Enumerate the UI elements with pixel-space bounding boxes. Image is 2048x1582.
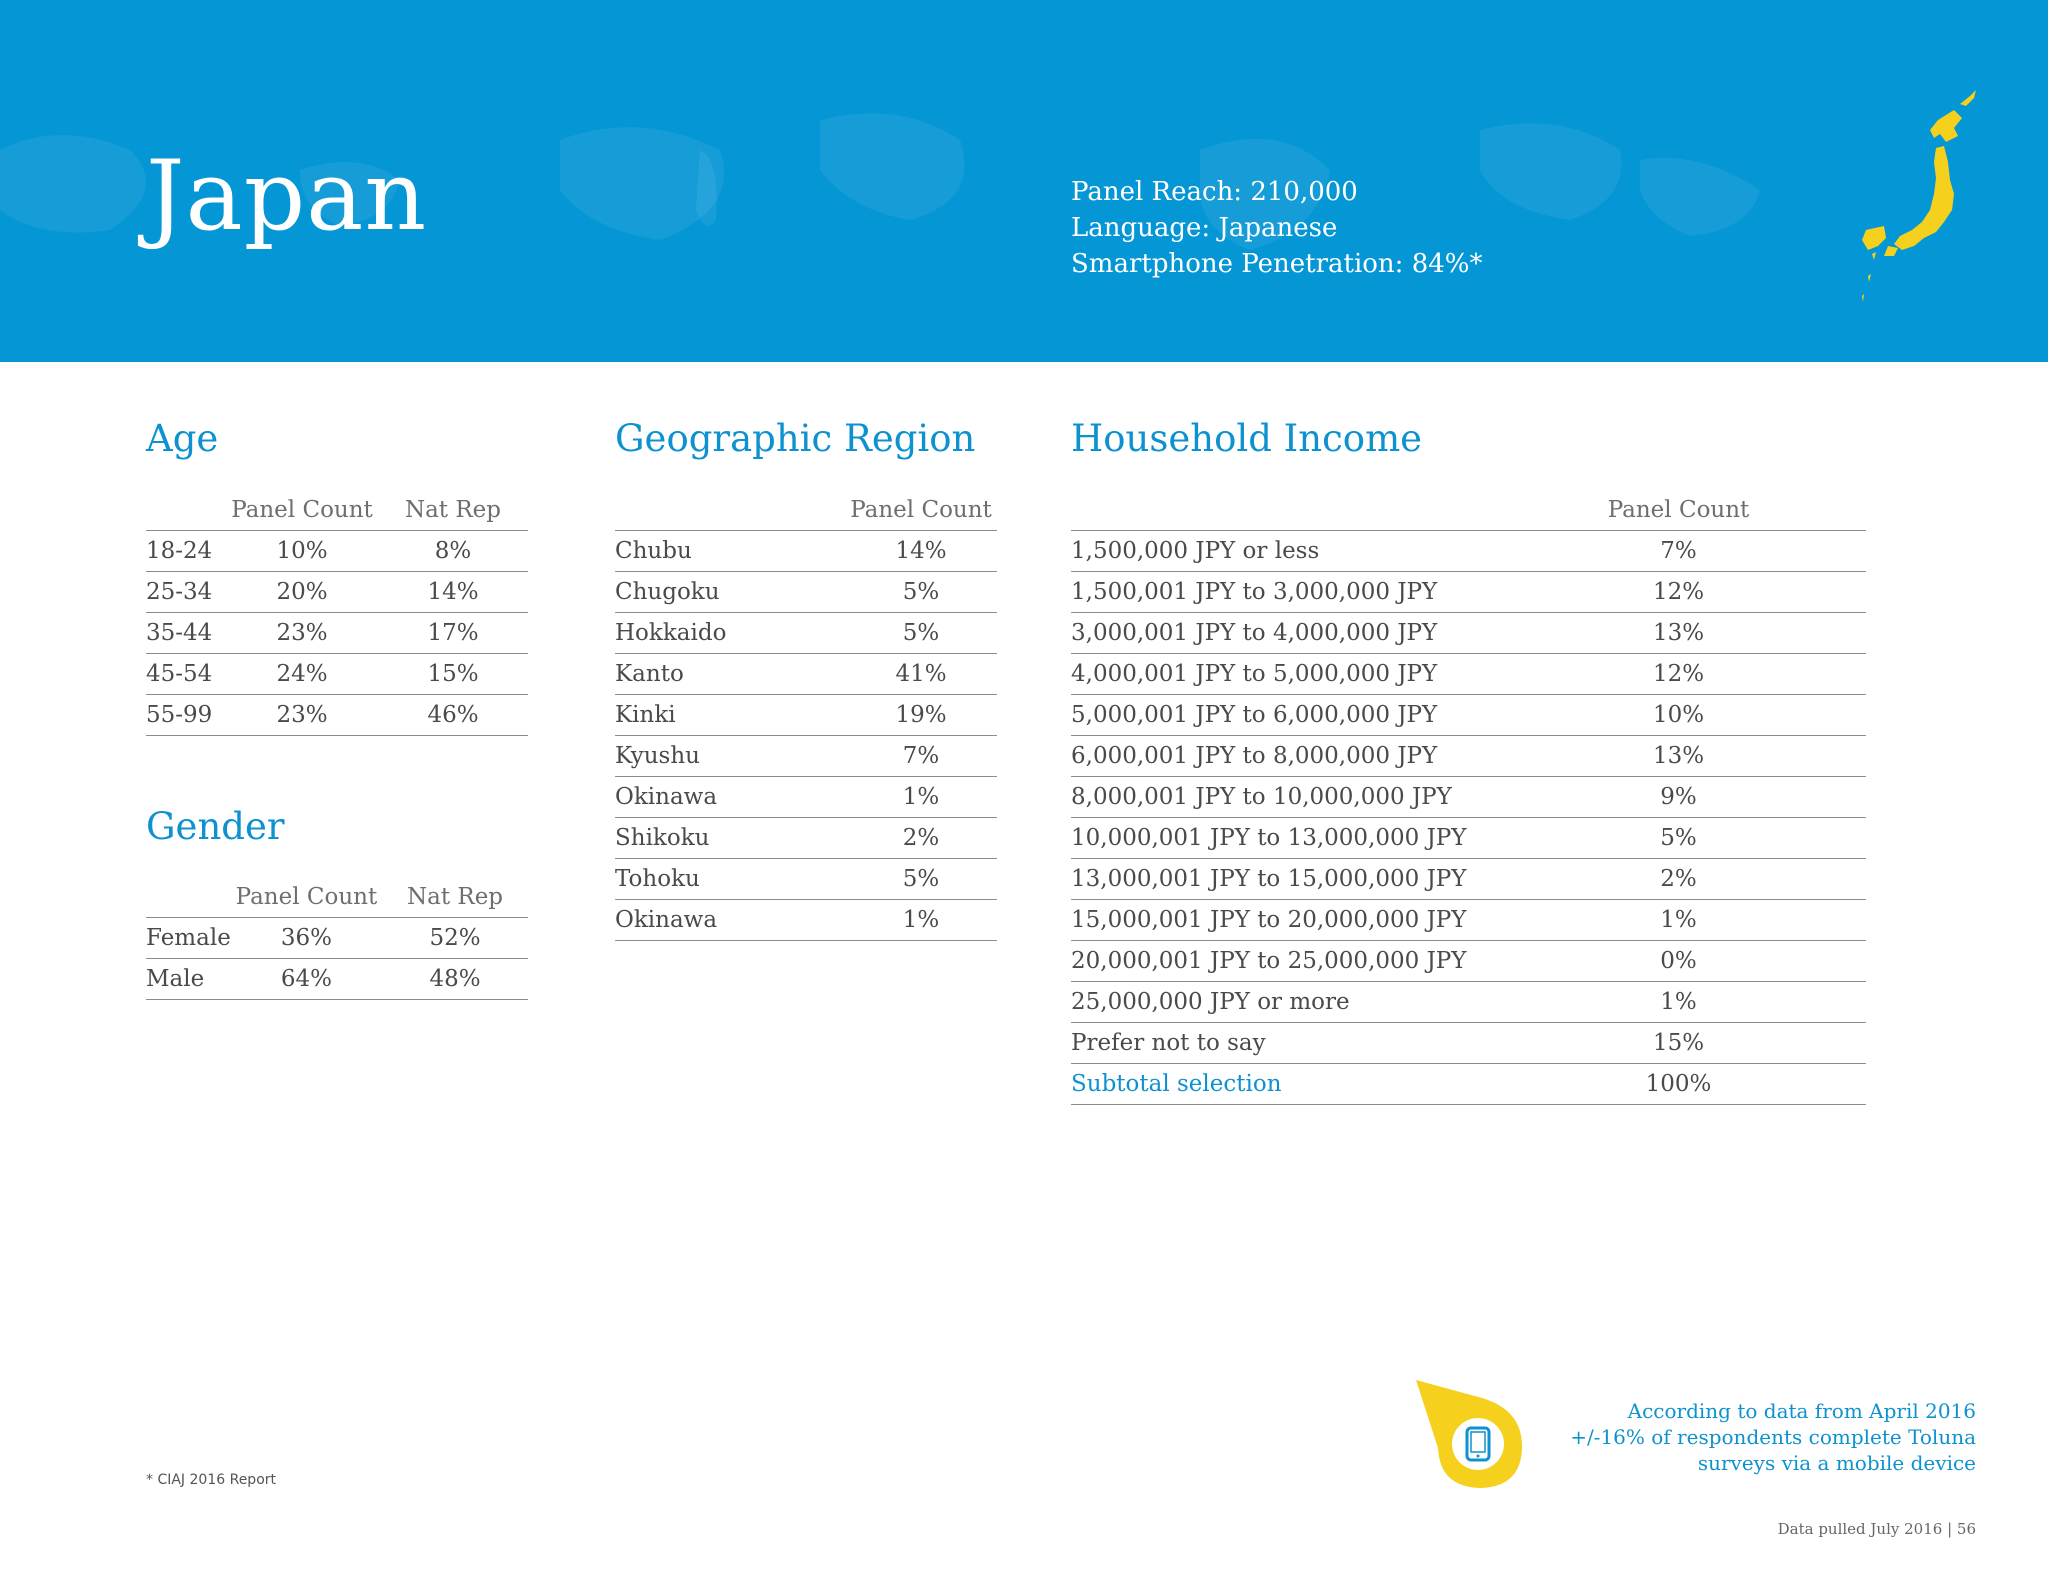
table-header-row bbox=[615, 490, 997, 531]
row-label: Chubu bbox=[615, 531, 845, 572]
column-header bbox=[1071, 490, 1591, 531]
country-title: Japan bbox=[146, 140, 428, 252]
panel-count-cell: 0% bbox=[1591, 941, 1766, 982]
panel-count-cell: 12% bbox=[1591, 572, 1766, 613]
table-row bbox=[615, 572, 997, 613]
table-row bbox=[1071, 572, 1866, 613]
panel-count-cell: 64% bbox=[231, 959, 382, 1000]
column-header: Nat Rep bbox=[382, 877, 528, 918]
region-table bbox=[615, 490, 997, 941]
column-header: Panel Count bbox=[1591, 490, 1766, 531]
age-table bbox=[146, 490, 528, 736]
nat-rep-cell: 8% bbox=[378, 531, 528, 572]
table-row bbox=[615, 818, 997, 859]
age-section-title: Age bbox=[146, 417, 219, 460]
row-label: 15,000,001 JPY to 20,000,000 JPY bbox=[1071, 900, 1591, 941]
mobile-device-icon bbox=[1410, 1376, 1526, 1492]
panel-count-cell: 14% bbox=[845, 531, 997, 572]
panel-count-cell: 1% bbox=[1591, 900, 1766, 941]
table-row bbox=[1071, 1023, 1866, 1064]
spacer-cell bbox=[1766, 1064, 1866, 1105]
spacer-cell bbox=[1766, 941, 1866, 982]
table-row bbox=[1071, 941, 1866, 982]
table-row bbox=[615, 859, 997, 900]
table-row bbox=[146, 572, 528, 613]
column-header bbox=[146, 490, 226, 531]
panel-count-cell: 36% bbox=[231, 918, 382, 959]
panel-count-cell: 15% bbox=[1591, 1023, 1766, 1064]
panel-count-cell: 23% bbox=[226, 613, 378, 654]
income-table bbox=[1071, 490, 1866, 1105]
row-label: 1,500,001 JPY to 3,000,000 JPY bbox=[1071, 572, 1591, 613]
row-label: Chugoku bbox=[615, 572, 845, 613]
panel-count-cell: 2% bbox=[1591, 859, 1766, 900]
nat-rep-cell: 46% bbox=[378, 695, 528, 736]
row-label: 25,000,000 JPY or more bbox=[1071, 982, 1591, 1023]
column-header: Panel Count bbox=[226, 490, 378, 531]
mobile-callout bbox=[1570, 1398, 1976, 1476]
panel-count-cell: 20% bbox=[226, 572, 378, 613]
panel-count-cell: 24% bbox=[226, 654, 378, 695]
spacer-cell bbox=[1766, 859, 1866, 900]
page-footer: Data pulled July 2016 | 56 bbox=[1777, 1520, 1976, 1538]
panel-count-cell: 9% bbox=[1591, 777, 1766, 818]
row-label: 13,000,001 JPY to 15,000,000 JPY bbox=[1071, 859, 1591, 900]
table-row bbox=[1071, 736, 1866, 777]
spacer-cell bbox=[1766, 695, 1866, 736]
panel-count-cell: 7% bbox=[1591, 531, 1766, 572]
panel-count-cell: 19% bbox=[845, 695, 997, 736]
panel-count-cell: 10% bbox=[226, 531, 378, 572]
row-label: Okinawa bbox=[615, 900, 845, 941]
smartphone-penetration: Smartphone Penetration: 84%* bbox=[1071, 249, 1483, 279]
panel-count-cell: 5% bbox=[845, 572, 997, 613]
panel-count-cell: 1% bbox=[845, 777, 997, 818]
table-header-row bbox=[146, 877, 528, 918]
region-section-title: Geographic Region bbox=[615, 417, 976, 460]
row-label: Okinawa bbox=[615, 777, 845, 818]
nat-rep-cell: 15% bbox=[378, 654, 528, 695]
panel-count-cell: 13% bbox=[1591, 736, 1766, 777]
table-row bbox=[1071, 613, 1866, 654]
table-row bbox=[146, 918, 528, 959]
row-label: Tohoku bbox=[615, 859, 845, 900]
table-row bbox=[1071, 818, 1866, 859]
callout-line: According to data from April 2016 bbox=[1627, 1399, 1976, 1423]
panel-count-cell: 10% bbox=[1591, 695, 1766, 736]
table-row bbox=[146, 695, 528, 736]
nat-rep-cell: 48% bbox=[382, 959, 528, 1000]
row-label: 4,000,001 JPY to 5,000,000 JPY bbox=[1071, 654, 1591, 695]
spacer-cell bbox=[1766, 654, 1866, 695]
subtotal-value: 100% bbox=[1591, 1064, 1766, 1105]
column-header: Panel Count bbox=[231, 877, 382, 918]
row-label: 45-54 bbox=[146, 654, 226, 695]
column-header bbox=[615, 490, 845, 531]
panel-count-cell: 41% bbox=[845, 654, 997, 695]
spacer-cell bbox=[1766, 736, 1866, 777]
spacer-cell bbox=[1766, 777, 1866, 818]
income-section-title: Household Income bbox=[1071, 417, 1423, 460]
column-header bbox=[146, 877, 231, 918]
row-label: 3,000,001 JPY to 4,000,000 JPY bbox=[1071, 613, 1591, 654]
table-row bbox=[615, 900, 997, 941]
row-label: 10,000,001 JPY to 13,000,000 JPY bbox=[1071, 818, 1591, 859]
panel-reach: Panel Reach: 210,000 bbox=[1071, 177, 1358, 207]
row-label: Prefer not to say bbox=[1071, 1023, 1591, 1064]
column-header-spacer bbox=[1766, 490, 1866, 531]
subtotal-row bbox=[1071, 1064, 1866, 1105]
row-label: Shikoku bbox=[615, 818, 845, 859]
row-label: 25-34 bbox=[146, 572, 226, 613]
table-row bbox=[615, 654, 997, 695]
row-label: 35-44 bbox=[146, 613, 226, 654]
table-row bbox=[1071, 900, 1866, 941]
column-header: Nat Rep bbox=[378, 490, 528, 531]
table-row bbox=[1071, 531, 1866, 572]
panel-count-cell: 12% bbox=[1591, 654, 1766, 695]
table-row bbox=[615, 777, 997, 818]
panel-count-cell: 2% bbox=[845, 818, 997, 859]
panel-count-cell: 5% bbox=[845, 859, 997, 900]
nat-rep-cell: 14% bbox=[378, 572, 528, 613]
panel-count-cell: 13% bbox=[1591, 613, 1766, 654]
spacer-cell bbox=[1766, 1023, 1866, 1064]
row-label: Female bbox=[146, 918, 231, 959]
table-row bbox=[1071, 982, 1866, 1023]
spacer-cell bbox=[1766, 900, 1866, 941]
language: Language: Japanese bbox=[1071, 213, 1338, 243]
row-label: Hokkaido bbox=[615, 613, 845, 654]
spacer-cell bbox=[1766, 572, 1866, 613]
row-label: Kinki bbox=[615, 695, 845, 736]
row-label: 6,000,001 JPY to 8,000,000 JPY bbox=[1071, 736, 1591, 777]
row-label: 8,000,001 JPY to 10,000,000 JPY bbox=[1071, 777, 1591, 818]
table-row bbox=[615, 531, 997, 572]
panel-count-cell: 5% bbox=[845, 613, 997, 654]
panel-count-cell: 5% bbox=[1591, 818, 1766, 859]
japan-map-icon bbox=[1858, 90, 1988, 310]
row-label: Kanto bbox=[615, 654, 845, 695]
table-header-row bbox=[1071, 490, 1866, 531]
table-row bbox=[146, 654, 528, 695]
table-row bbox=[1071, 859, 1866, 900]
header-banner bbox=[0, 0, 2048, 362]
row-label: Male bbox=[146, 959, 231, 1000]
column-header: Panel Count bbox=[845, 490, 997, 531]
subtotal-label: Subtotal selection bbox=[1071, 1064, 1591, 1105]
panel-count-cell: 7% bbox=[845, 736, 997, 777]
spacer-cell bbox=[1766, 982, 1866, 1023]
callout-line: +/-16% of respondents complete Toluna bbox=[1570, 1425, 1976, 1449]
nat-rep-cell: 52% bbox=[382, 918, 528, 959]
spacer-cell bbox=[1766, 531, 1866, 572]
row-label: 1,500,000 JPY or less bbox=[1071, 531, 1591, 572]
table-row bbox=[615, 613, 997, 654]
row-label: Kyushu bbox=[615, 736, 845, 777]
gender-table bbox=[146, 877, 528, 1000]
row-label: 18-24 bbox=[146, 531, 226, 572]
footnote: * CIAJ 2016 Report bbox=[146, 1472, 276, 1488]
table-row bbox=[146, 531, 528, 572]
table-row bbox=[615, 736, 997, 777]
row-label: 20,000,001 JPY to 25,000,000 JPY bbox=[1071, 941, 1591, 982]
panel-count-cell: 1% bbox=[1591, 982, 1766, 1023]
table-header-row bbox=[146, 490, 528, 531]
spacer-cell bbox=[1766, 613, 1866, 654]
panel-count-cell: 1% bbox=[845, 900, 997, 941]
row-label: 5,000,001 JPY to 6,000,000 JPY bbox=[1071, 695, 1591, 736]
gender-section-title: Gender bbox=[146, 805, 285, 848]
table-row bbox=[1071, 777, 1866, 818]
row-label: 55-99 bbox=[146, 695, 226, 736]
table-row bbox=[146, 959, 528, 1000]
table-row bbox=[1071, 654, 1866, 695]
spacer-cell bbox=[1766, 818, 1866, 859]
panel-facts bbox=[1071, 174, 1482, 282]
nat-rep-cell: 17% bbox=[378, 613, 528, 654]
table-row bbox=[615, 695, 997, 736]
table-row bbox=[1071, 695, 1866, 736]
callout-line: surveys via a mobile device bbox=[1697, 1451, 1976, 1475]
panel-count-cell: 23% bbox=[226, 695, 378, 736]
table-row bbox=[146, 613, 528, 654]
